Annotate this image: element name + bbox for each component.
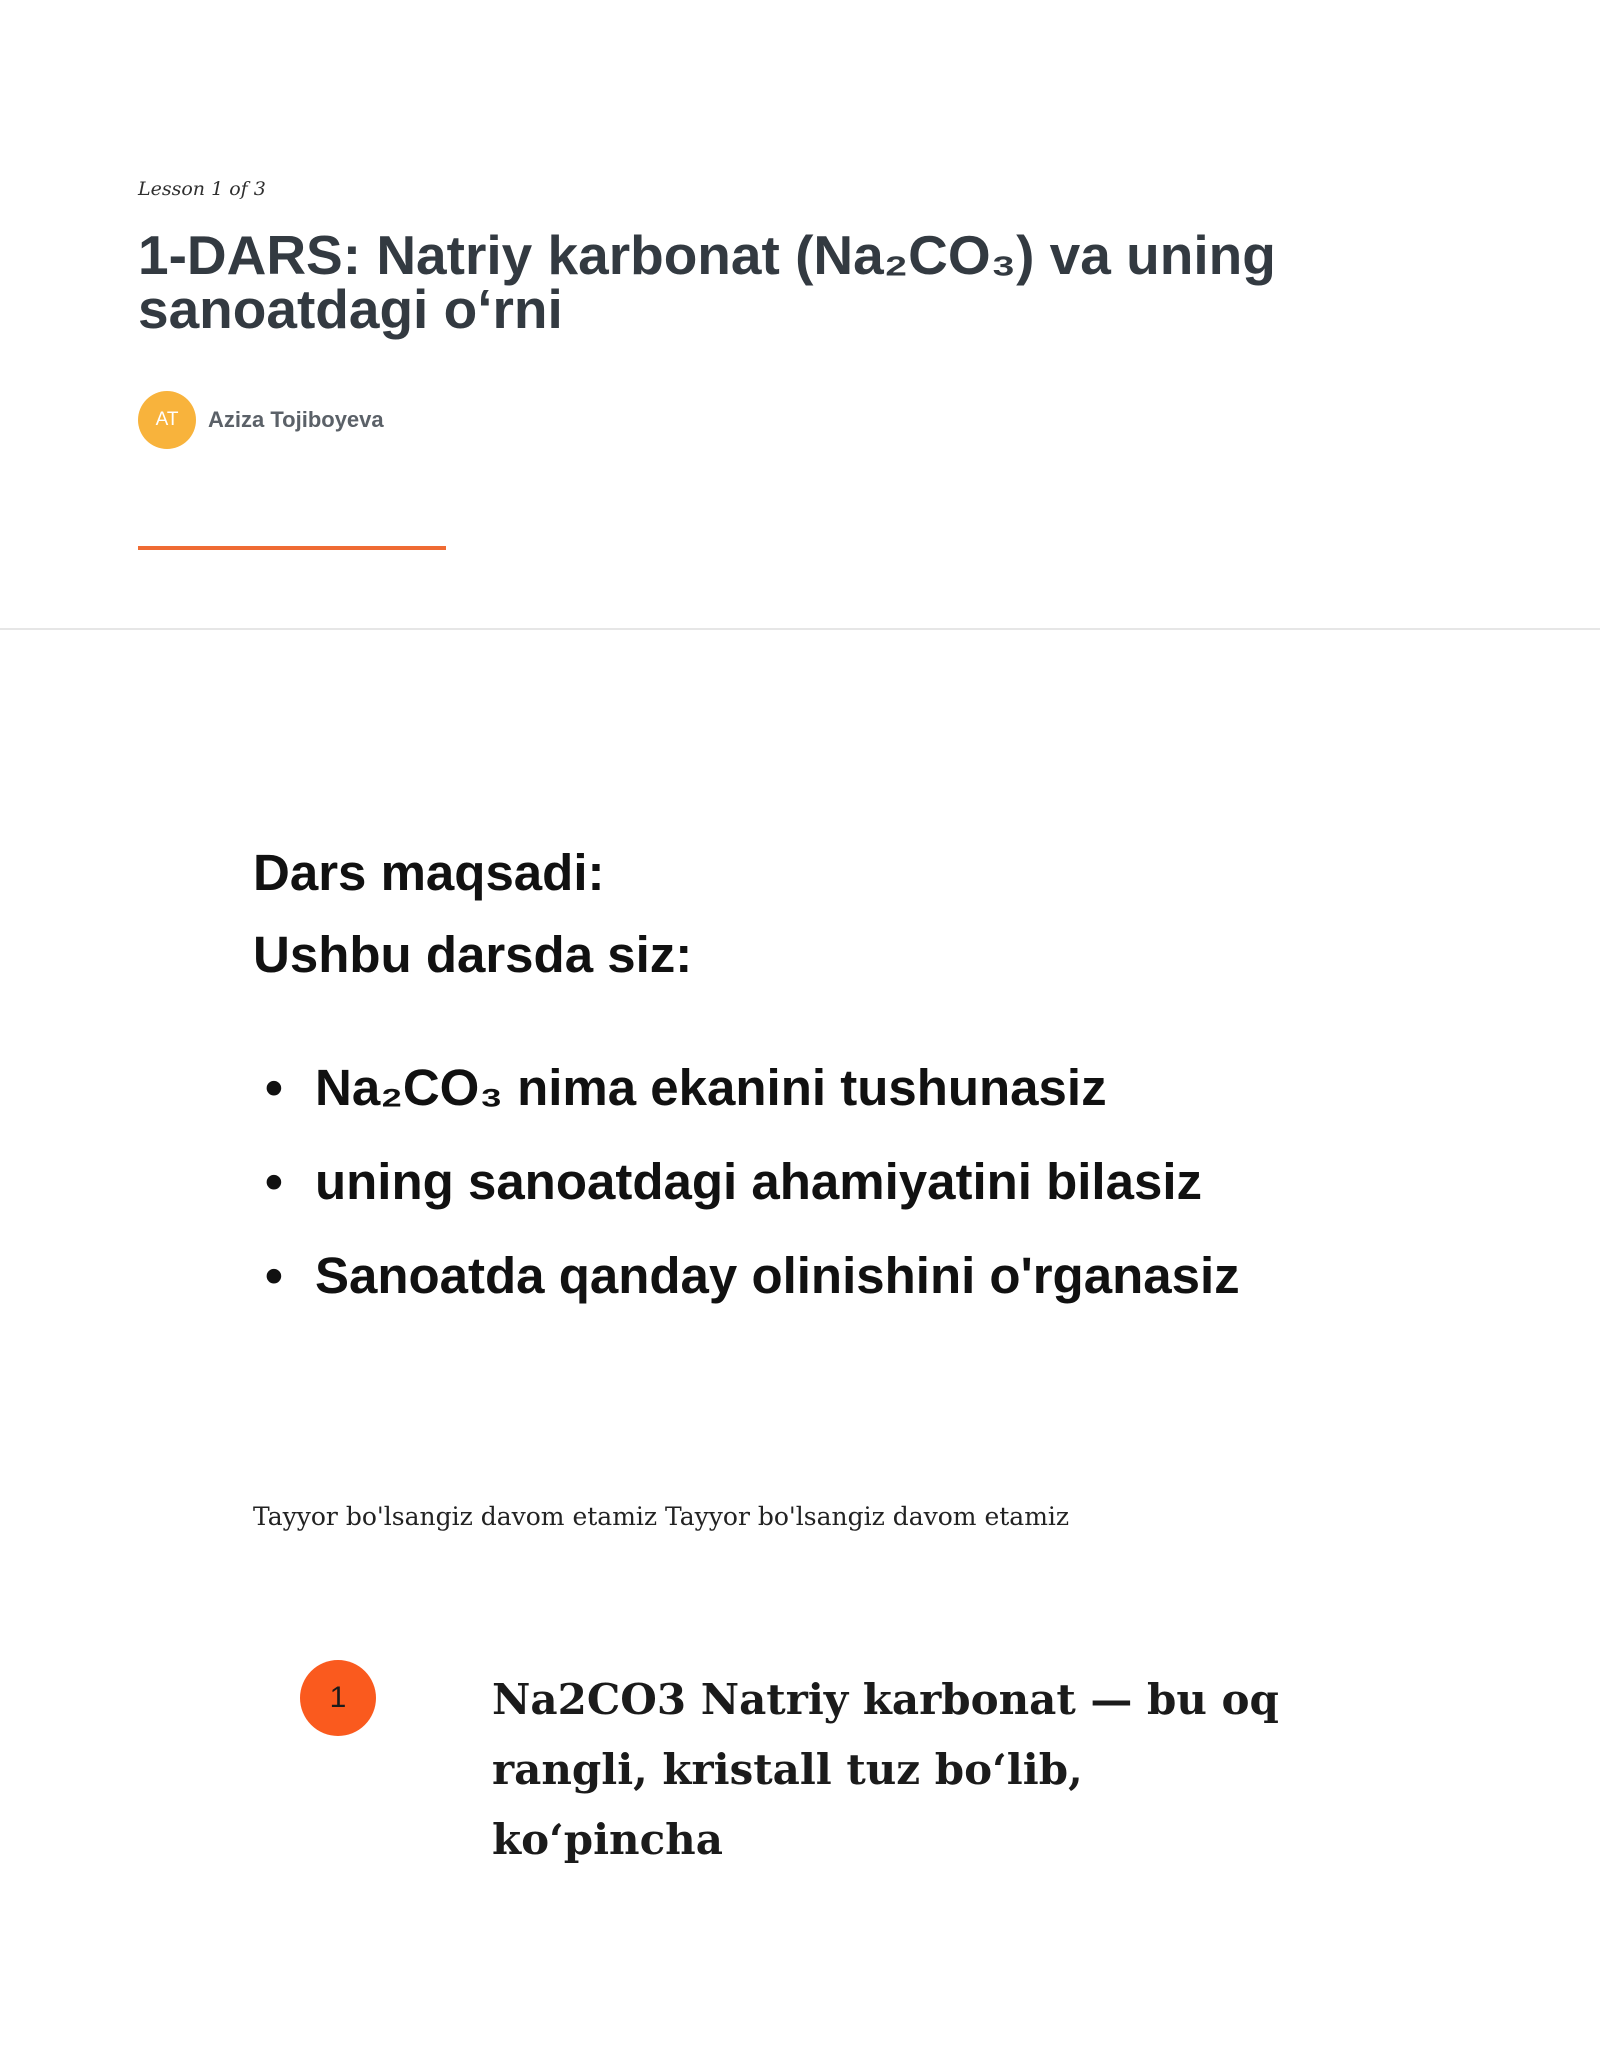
lesson-header (0, 0, 1600, 630)
header-accent-divider (138, 546, 446, 550)
author-name: Aziza Tojiboyeva (208, 407, 384, 432)
list-item (265, 1041, 1453, 1135)
list-item (265, 1135, 1453, 1229)
list-item-text: Na₂CO₃ nima ekanini tushunasiz (315, 1059, 1107, 1116)
lesson-counter: Lesson 1 of 3 (138, 178, 266, 200)
step-number-badge: 1 (300, 1660, 376, 1736)
author-info (138, 391, 384, 449)
bullet-icon: • (265, 1153, 283, 1210)
lesson-title: 1-DARS: Natriy karbonat (Na₂CO₃) va uning sanoatdagi o‘rni (138, 224, 1276, 340)
objective-list (253, 1041, 1453, 1323)
objective-subheading: Ushbu darsda siz: (253, 926, 693, 983)
continue-prompt-text: Tayyor bo'lsangiz davom etamiz Tayyor bo'lsangiz davom etamiz (253, 1502, 1070, 1531)
objective-heading: Dars maqsadi: (253, 844, 605, 901)
list-item-text: uning sanoatdagi ahamiyatini bilasiz (315, 1153, 1202, 1210)
bullet-icon: • (265, 1247, 283, 1304)
lesson-objective-block (253, 832, 1453, 1323)
list-item-text: Sanoatda qanday olinishini o'rganasiz (315, 1247, 1240, 1304)
bullet-icon: • (265, 1059, 283, 1116)
step-text: Na2CO3 Natriy karbonat — bu oq rangli, kristall tuz bo‘lib, ko‘pincha (492, 1675, 1279, 1864)
list-item (265, 1229, 1453, 1323)
avatar: AT (138, 391, 196, 449)
